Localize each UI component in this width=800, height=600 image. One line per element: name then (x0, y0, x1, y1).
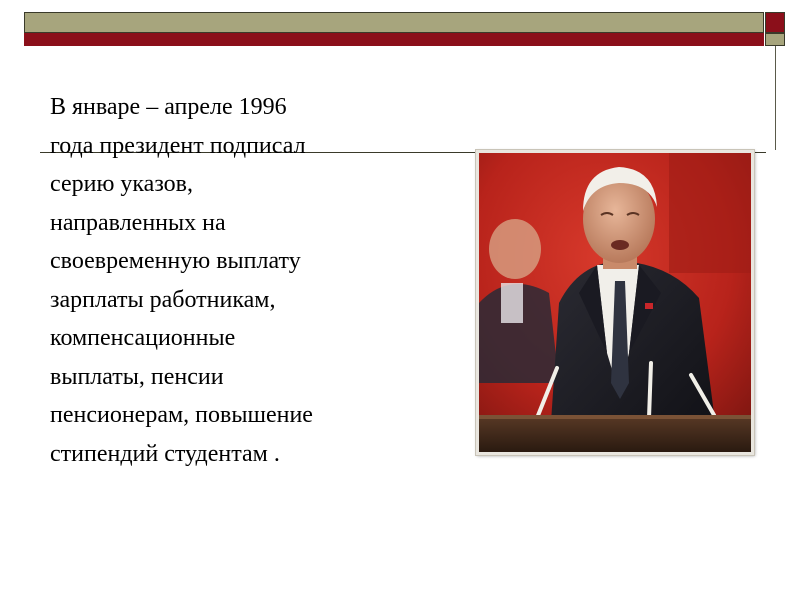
paragraph-line: направленных на (50, 209, 226, 236)
paragraph-line: компенсационные (50, 325, 236, 351)
vertical-rule (775, 46, 776, 150)
paragraph-line: зарплаты работникам, (50, 286, 276, 313)
paragraph-line: пенсионерам, повышение (50, 402, 313, 428)
paragraph-line: года президент подписал (50, 132, 306, 159)
paragraph-line: выплаты, пенсии (50, 363, 224, 390)
header-corner-olive-square (765, 33, 785, 46)
body-paragraph (50, 88, 440, 473)
speaker-photo (476, 150, 754, 455)
header-corner-red-square (765, 12, 785, 33)
paragraph-line: стипендий студентам . (50, 440, 280, 467)
paragraph-line: серию указов, (50, 171, 193, 197)
paragraph-line: своевременную выплату (50, 248, 301, 274)
paragraph-line: В январе – апреле 1996 (50, 94, 287, 120)
header-bar-olive (24, 12, 764, 33)
speaker-photo-illustration (479, 153, 751, 452)
header-bar-red (24, 33, 764, 46)
